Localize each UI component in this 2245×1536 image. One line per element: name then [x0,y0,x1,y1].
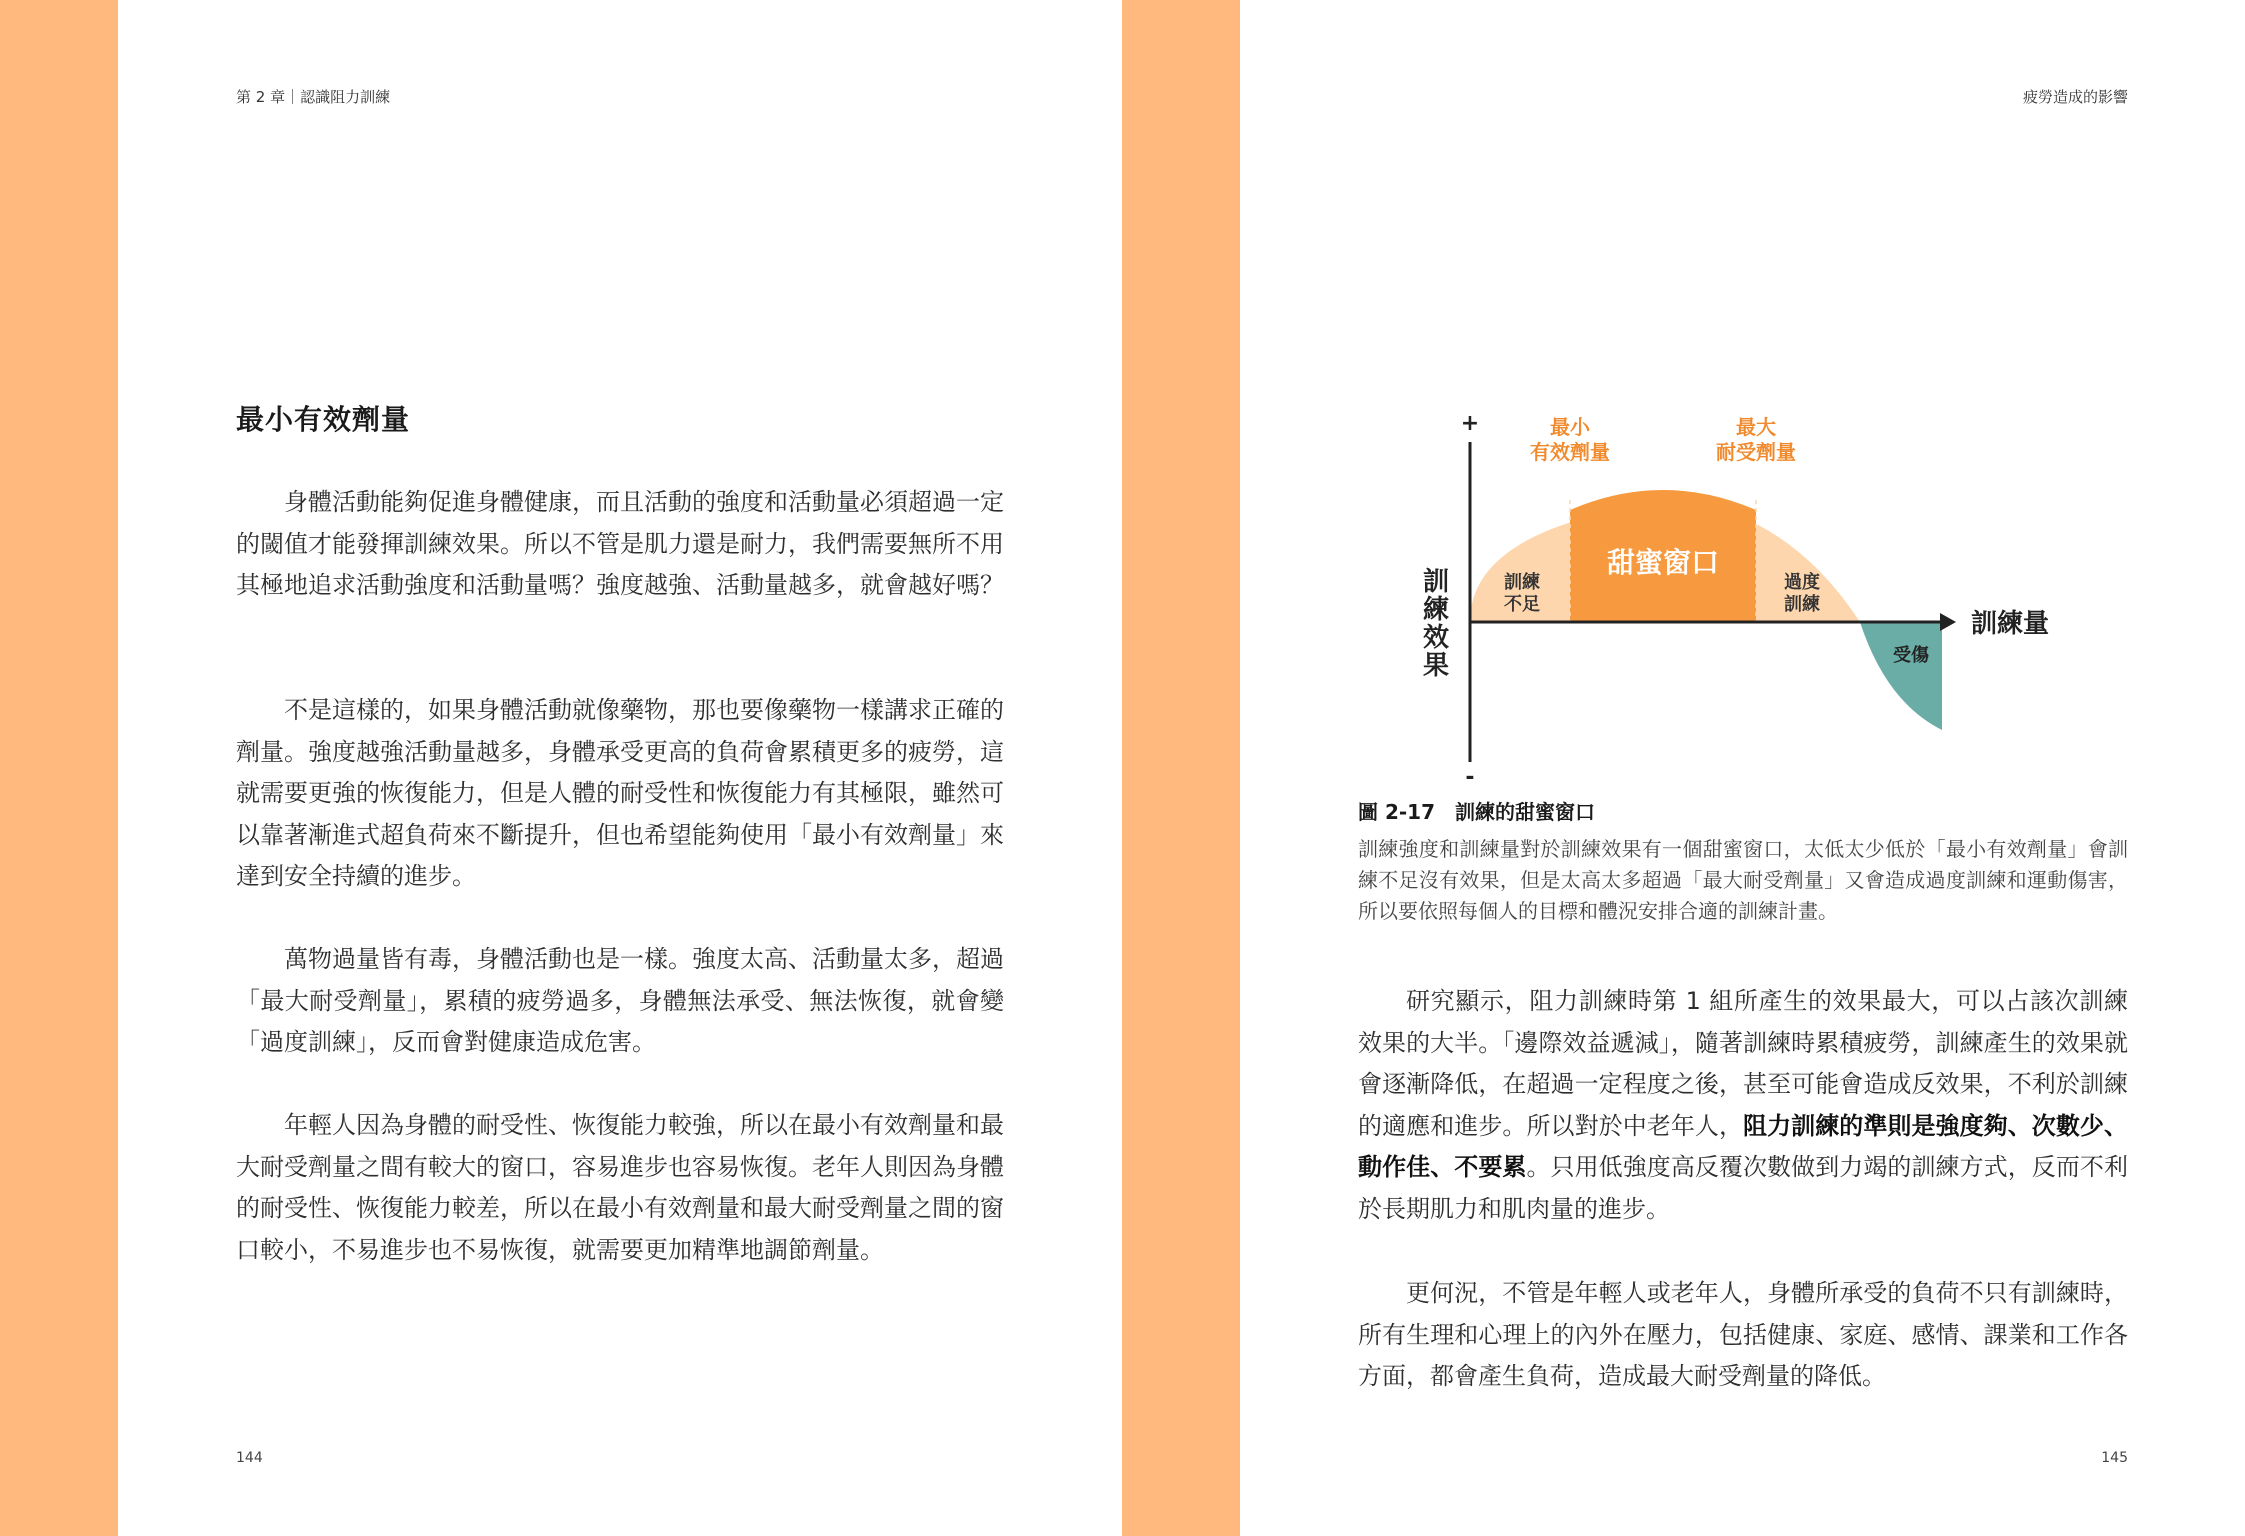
y-axis-label-char: 果 [1422,651,1450,681]
paragraph-text: 身體活動能夠促進身體健康，而且活動的強度和活動量必須超過一定的閾值才能發揮訓練效果。所以不管是肌力還是耐力，我們需要無所不用其極地追求活動強度和活動量嗎？強度越強、活動量越多，就會越好嗎？ [236,488,1004,599]
paragraph-bold-run: 阻力訓練的準則是強度夠、次數少、動作佳、不要累 [1358,1111,2128,1181]
section-heading: 最小有效劑量 [236,403,411,436]
zone-sweet-label: 甜蜜窗口 [1606,546,1720,579]
zone-injury-label: 受傷 [1893,645,1929,666]
x-axis-label: 訓練量 [1971,609,2050,639]
left-margin-band [0,0,118,1536]
paragraph-text [1358,981,2128,1230]
zone-insufficient-label: 訓練 [1504,572,1540,593]
body-paragraph-2 [236,690,1004,898]
y-axis-minus: - [1465,765,1475,790]
body-paragraph-1 [236,482,1004,607]
paragraph-text: 年輕人因為身體的耐受性、恢復能力較強，所以在最小有效劑量和最大耐受劑量之間有較大的窗口，容易進步也容易恢復。老年人則因為身體的耐受性、恢復能力較差，所以在最小有效劑量和最大耐受劑量之間的窗口較小，不易進步也不易恢復，就需要更加精準地調節劑量。 [236,1111,1004,1264]
y-axis-label-char: 練 [1422,595,1450,625]
y-axis-label-char: 效 [1422,623,1450,653]
center-gutter-band [1122,0,1240,1536]
figure-caption-text: 訓練強度和訓練量對於訓練效果有一個甜蜜窗口，太低太少低於「最小有效劑量」會訓練不足沒有效果，但是太高太多超過「最大耐受劑量」又會造成過度訓練和運動傷害，所以要依照每個人的目標和體況安排合適的訓練計畫。 [1358,837,2128,923]
left-page [236,0,1004,1536]
figure-caption-title [1358,796,1595,825]
sweet-window-diagram [1358,400,2128,790]
running-head-right: 疲勞造成的影響 [2022,88,2128,106]
figure-title: 訓練的甜蜜窗口 [1455,800,1596,824]
body-paragraph-5 [1358,981,2128,1230]
page-number-left: 144 [236,1450,263,1466]
right-page [1358,0,2128,1536]
body-paragraph-3 [236,939,1004,1064]
paragraph-text [1358,1273,2128,1398]
zone-over-label: 過度 [1784,572,1820,593]
injury-zone [1860,622,1942,730]
y-axis-plus: + [1460,411,1480,436]
min-dose-label: 最小 [1550,415,1590,439]
x-axis-arrow [1940,613,1956,631]
figure-number: 圖 2-17 [1358,800,1436,824]
page-number-right: 145 [2101,1450,2128,1466]
body-paragraph-6 [1358,1273,2128,1398]
paragraph-text: 萬物過量皆有毒，身體活動也是一樣。強度太高、活動量太多，超過「最大耐受劑量」，累積的疲勞過多，身體無法承受、無法恢復，就會變「過度訓練」，反而會對健康造成危害。 [236,945,1004,1056]
paragraph-text-run: 研究顯示，阻力訓練時第 1 組所產生的效果最大，可以占該次訓練效果的大半。「邊際效益遞減」，隨著訓練時累積疲勞，訓練產生的效果就會逐漸降低，在超過一定程度之後，甚至可能會造成反效果，不利於訓練的適應和進步。所以對於中老年人， [1358,987,2128,1140]
y-axis-label-char: 訓 [1422,567,1450,597]
paragraph-text-run: 。只用低強度高反覆次數做到力竭的訓練方式，反而不利於長期肌力和肌肉量的進步。 [1358,1153,2128,1223]
zone-insufficient-label: 不足 [1504,594,1540,615]
paragraph-text: 不是這樣的，如果身體活動就像藥物，那也要像藥物一樣講求正確的劑量。強度越強活動量越多，身體承受更高的負荷會累積更多的疲勞，這就需要更強的恢復能力，但是人體的耐受性和恢復能力有其極限，雖然可以靠著漸進式超負荷來不斷提升，但也希望能夠使用「最小有效劑量」來達到安全持續的進步。 [236,696,1004,890]
sweet-window-figure [1358,400,2128,790]
paragraph-text-run: 更何況，不管是年輕人或老年人，身體所承受的負荷不只有訓練時，所有生理和心理上的內外在壓力，包括健康、家庭、感情、課業和工作各方面，都會產生負荷，造成最大耐受劑量的降低。 [1358,1279,2128,1390]
body-paragraph-4 [236,1105,1004,1271]
min-dose-label: 有效劑量 [1530,440,1610,464]
max-dose-label: 耐受劑量 [1716,440,1796,464]
running-head-left: 第 2 章｜認識阻力訓練 [236,88,391,106]
max-dose-label: 最大 [1736,415,1776,439]
zone-over-label: 訓練 [1784,594,1820,615]
